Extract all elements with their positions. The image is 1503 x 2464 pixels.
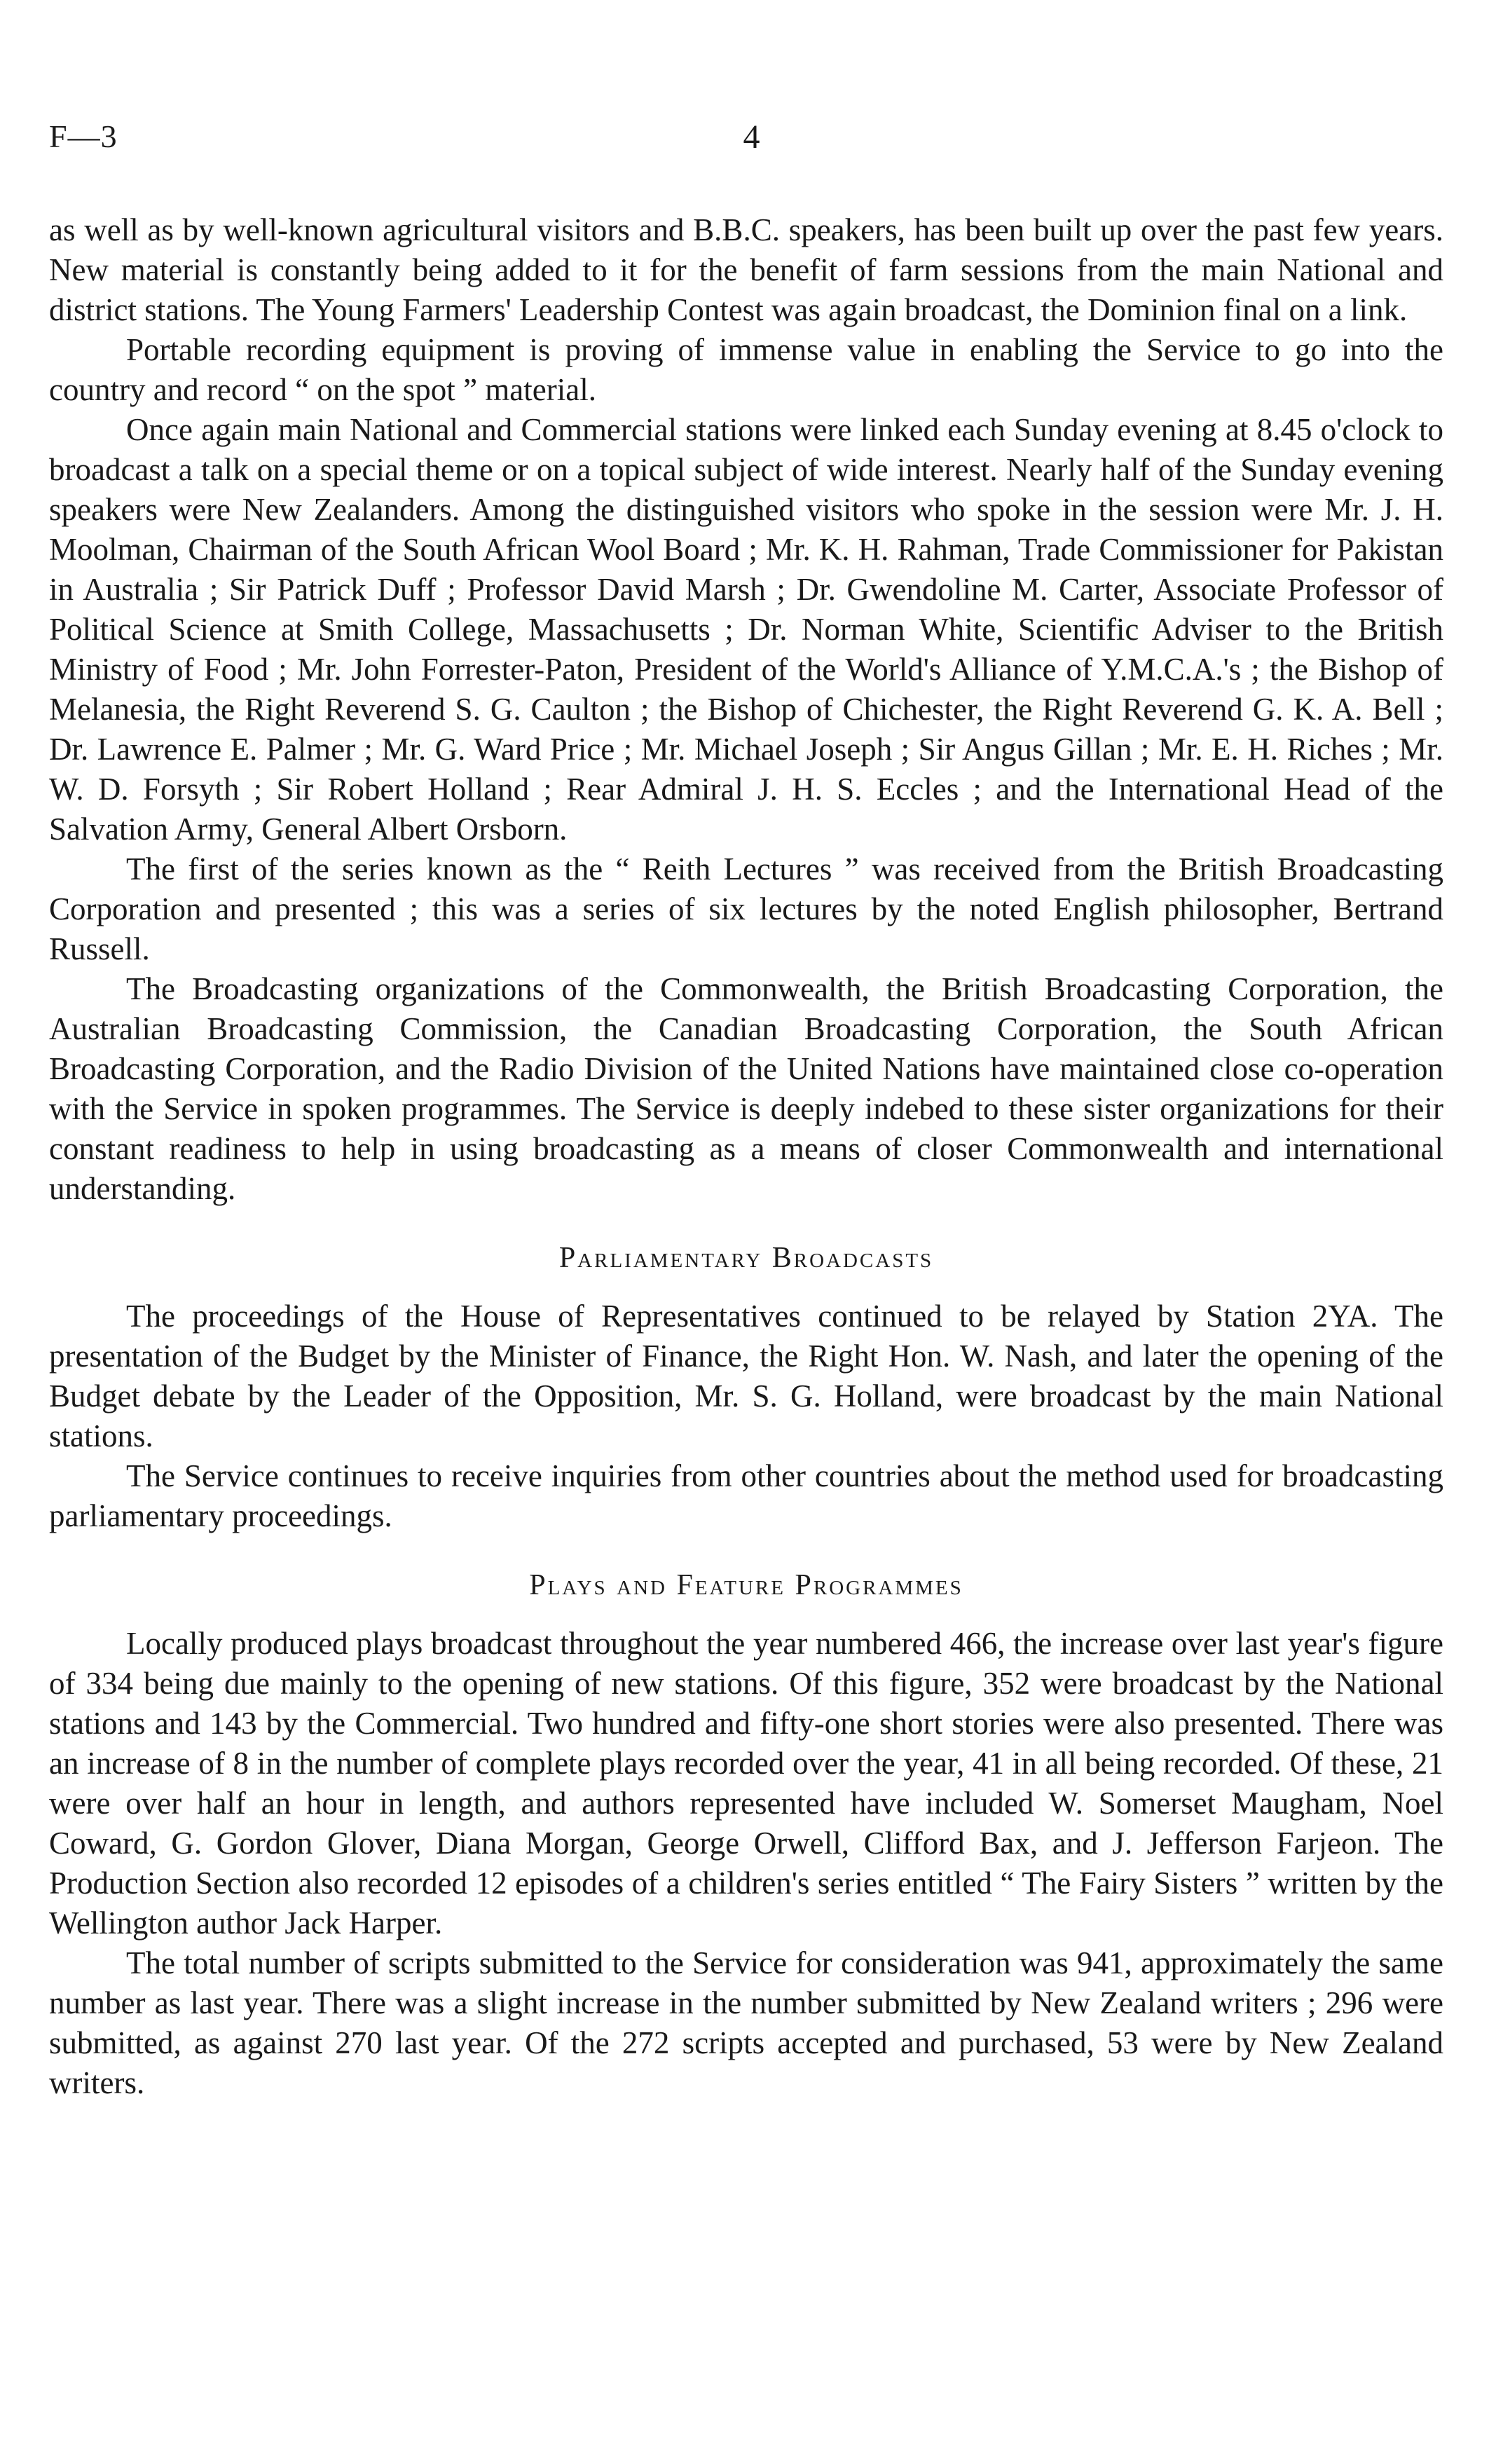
paragraph-plays-produced: Locally produced plays broadcast throughout the year numbered 466, the increase over last year's figure of 334 being due mainly to the opening of new stations. Of this figure, 352 were broadcast by the National stations and 143 by the Commercial. Two hundred and fifty-one short stories were also presented. There was an increase of 8 in the number of complete plays recorded over the year, 41 in all being recorded. Of these, 21 were over half an hour in length, and authors represented have included W. Somerset Maugham, Noel Coward, G. Gordon Glover, Diana Morgan, George Orwell, Clifford Bax, and J. Jefferson Farjeon. The Production Section also recorded 12 episodes of a children's series entitled “ The Fairy Sisters ” written by the Wellington author Jack Harper. [49,1626,1443,1941]
paragraph-continued: as well as by well-known agricultural visitors and B.B.C. speakers, has been built up over the past few years. New material is constantly being added to it for the benefit of farm sessions from the main National and district stations. The Young Farmers' Leadership Contest was again broadcast, the Dominion final on a link. [49,212,1443,327]
paragraph-parliament-inquiries: The Service continues to receive inquiries from other countries about the method used for broadcasting parliamentary proceedings. [49,1458,1443,1533]
document-body [49,210,1443,2103]
paragraph-scripts-submitted: The total number of scripts submitted to the Service for consideration was 941, approximately the same number as last year. There was a slight increase in the number submitted by New Zealand writers ; 296 were submitted, as against 270 last year. Of the 272 scripts accepted and purchased, 53 were by New Zealand writers. [49,1945,1443,2100]
document-reference: F—3 [49,118,118,154]
section-heading-parliamentary: Parliamentary Broadcasts [558,1242,934,1274]
paragraph-reith-lectures: The first of the series known as the “ Reith Lectures ” was received from the British Broadcasting Corporation and presented ; this was a series of six lectures by the noted English philosopher, Bertrand Russell. [49,851,1443,966]
paragraph-commonwealth-cooperation: The Broadcasting organizations of the Commonwealth, the British Broadcasting Corporation, the Australian Broadcasting Commission, the Canadian Broadcasting Corporation, the South African Broadcasting Corporation, and the Radio Division of the United Nations have maintained close co-operation with the Service in spoken programmes. The Service is deeply indebed to these sister organizations for their constant readiness to help in using broadcasting as a means of closer Commonwealth and international understanding. [49,971,1443,1206]
paragraph-sunday-talks: Once again main National and Commercial stations were linked each Sunday evening at 8.45 o'clock to broadcast a talk on a special theme or on a topical subject of wide interest. Nearly half of the Sunday evening speakers were New Zealanders. Among the distinguished visitors who spoke in the session were Mr. J. H. Moolman, Chairman of the South African Wool Board ; Mr. K. H. Rahman, Trade Commissioner for Pakistan in Australia ; Sir Patrick Duff ; Professor David Marsh ; Dr. Gwendoline M. Carter, Associate Professor of Political Science at Smith College, Massachusetts ; Dr. Norman White, Scientific Adviser to the British Ministry of Food ; Mr. John Forrester-Paton, President of the World's Alliance of Y.M.C.A.'s ; the Bishop of Melanesia, the Right Reverend S. G. Caulton ; the Bishop of Chichester, the Right Reverend G. K. A. Bell ; Dr. Lawrence E. Palmer ; Mr. G. Ward Price ; Mr. Michael Joseph ; Sir Angus Gillan ; Mr. E. H. Riches ; Mr. W. D. Forsyth ; Sir Robert Holland ; Rear Admiral J. H. S. Eccles ; and the International Head of the Salvation Army, General Albert Orsborn. [49,412,1443,847]
page-number: 4 [743,118,760,156]
page-header [49,118,1454,160]
paragraph-portable-recording: Portable recording equipment is proving of immense value in enabling the Service to go into the country and record “ on the spot ” material. [49,332,1443,407]
paragraph-parliament-proceedings: The proceedings of the House of Representatives continued to be relayed by Station 2YA. The presentation of the Budget by the Minister of Finance, the Right Hon. W. Nash, and later the opening of the Budget debate by the Leader of the Opposition, Mr. S. G. Holland, were broadcast by the main National stations. [49,1299,1443,1453]
section-heading-plays: Plays and Feature Programmes [529,1569,963,1601]
